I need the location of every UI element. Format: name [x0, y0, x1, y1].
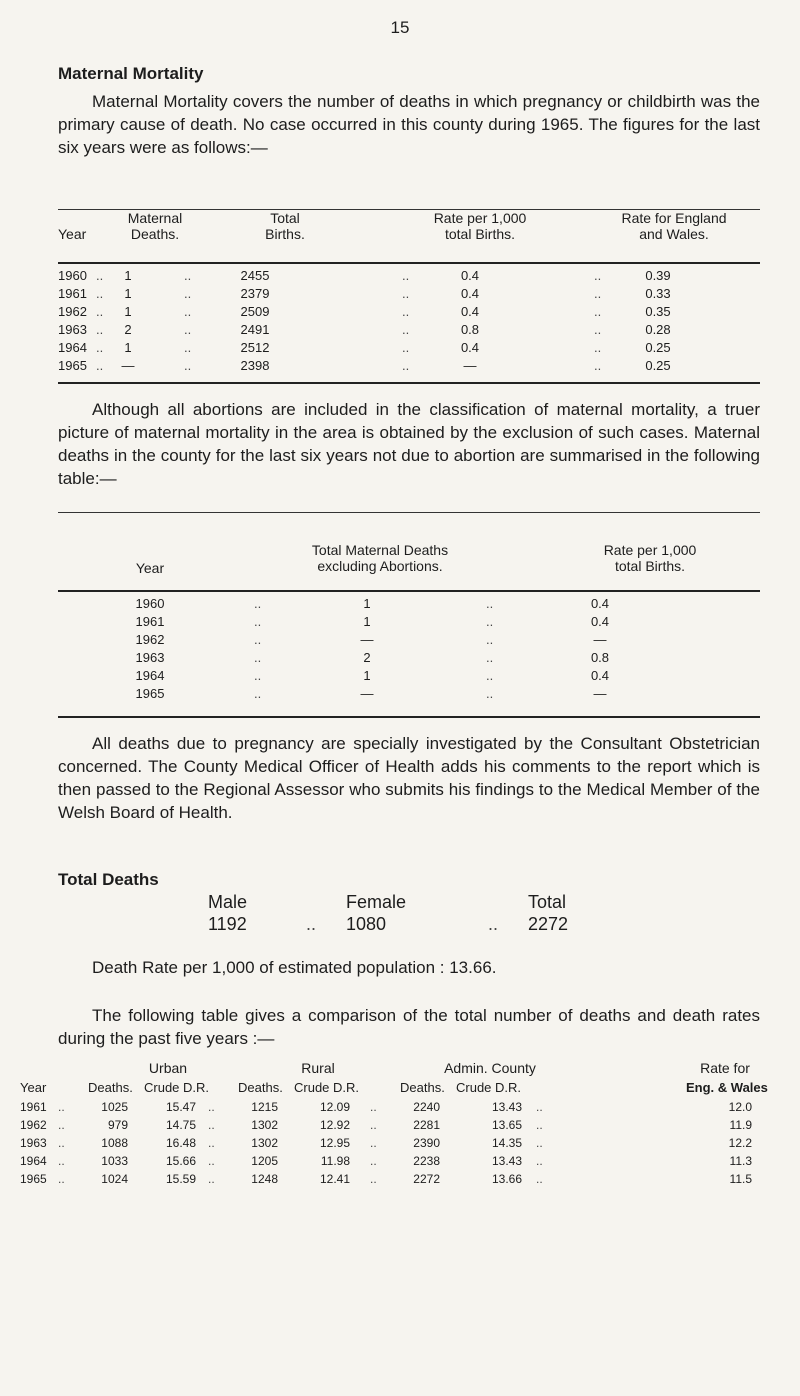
t3-cell-admin-rate: 13.43 — [491, 1100, 522, 1114]
t2-cell-rate: 0.4 — [590, 668, 610, 683]
t1-header-rate-ew-l2: and Wales. — [639, 226, 709, 242]
t3-cell-urban-deaths: 1024 — [101, 1172, 128, 1186]
t2-cell-year: 1961 — [135, 614, 165, 629]
t3-cell-admin-rate: 13.43 — [491, 1154, 522, 1168]
t1-cell-year: 1964 — [58, 340, 87, 355]
t3-cell-rural-deaths: 1205 — [251, 1154, 278, 1168]
t1-cell-rate: 0.4 — [460, 304, 480, 319]
t3-cell-admin-deaths: 2281 — [413, 1118, 440, 1132]
t1-cell-births: 2512 — [240, 340, 270, 355]
t1-cell-ew: 0.33 — [645, 286, 671, 301]
t2-header-total — [270, 542, 490, 574]
t2-header-rate — [560, 542, 740, 574]
t2-cell-rate: 0.4 — [590, 614, 610, 629]
t3-cell-urban-deaths: 979 — [107, 1118, 128, 1132]
t1-cell-deaths: 1 — [124, 268, 132, 283]
abortion-paragraph: Although all abortions are included in the classification of maternal mortality, a truer picture of maternal mortality in the area is obtained by the exclusion of such cases. Maternal deaths in the county for the last six years not due to abortion are summarised in the following table:— — [58, 400, 760, 488]
comparison-paragraph: The following table gives a comparison of the total number of deaths and death rates during the past five years :— — [58, 1006, 760, 1048]
value-total: 2272 — [528, 914, 569, 934]
t2-cell-deaths: 2 — [363, 650, 371, 665]
t1-cell-year: 1963 — [58, 322, 87, 337]
t2-header-year: Year — [135, 560, 165, 576]
t3-cell-eng: 11.5 — [729, 1172, 752, 1186]
value-female: 1080 — [346, 914, 387, 934]
t1-header-births-l2: Births. — [265, 226, 305, 242]
t3-cell-rural-rate: 12.41 — [319, 1172, 350, 1186]
t3-group-rate: Rate for — [700, 1060, 750, 1076]
total-deaths-heading: Total Deaths — [58, 870, 159, 889]
t3-cell-rural-rate: 12.95 — [319, 1136, 350, 1150]
t3-cell-admin-rate: 13.66 — [491, 1172, 522, 1186]
t3-cell-admin-deaths: 2238 — [413, 1154, 440, 1168]
t3-cell-rural-deaths: 1302 — [251, 1136, 278, 1150]
t1-cell-deaths: 2 — [124, 322, 132, 337]
death-rate-line: Death Rate per 1,000 of estimated population : 13.66. — [92, 958, 497, 977]
t3-cell-admin-rate: 14.35 — [491, 1136, 522, 1150]
t1-cell-rate: 0.4 — [460, 340, 480, 355]
page-number: 15 — [390, 18, 410, 37]
t3-cell-year: 1965 — [20, 1172, 47, 1186]
t1-cell-rate: 0.4 — [460, 268, 480, 283]
t2-cell-rate: 0.8 — [590, 650, 610, 665]
t1-cell-ew: 0.25 — [645, 358, 671, 373]
t3-cell-year: 1962 — [20, 1118, 47, 1132]
t3-sub-deaths-urban: Deaths. — [88, 1080, 133, 1095]
t1-cell-rate: 0.4 — [460, 286, 480, 301]
t1-header-deaths-l1: Maternal — [127, 210, 183, 226]
t1-cell-births: 2509 — [240, 304, 270, 319]
t1-cell-deaths: 1 — [124, 286, 132, 301]
t2-cell-deaths: 1 — [363, 614, 371, 629]
t1-header-rate-ew-l1: Rate for England — [621, 210, 727, 226]
t3-cell-rural-deaths: 1248 — [251, 1172, 278, 1186]
intro-paragraph: Maternal Mortality covers the number of deaths in which pregnancy or childbirth was the primary cause of death. No case occurred in this county during 1965. The figures for the last six years were as follows:— — [58, 92, 760, 157]
t1-cell-year: 1960 — [58, 268, 87, 283]
t3-cell-urban-deaths: 1025 — [101, 1100, 128, 1114]
t3-sub-crude-admin: Crude D.R. — [456, 1080, 522, 1095]
t3-cell-rural-deaths: 1302 — [251, 1118, 278, 1132]
t1-cell-ew: 0.35 — [645, 304, 671, 319]
t1-cell-births: 2398 — [240, 358, 270, 373]
t1-cell-deaths: 1 — [124, 304, 132, 319]
t3-cell-year: 1964 — [20, 1154, 47, 1168]
t3-sub-crude-urban: Crude D.R. — [144, 1080, 210, 1095]
t3-group-urban: Urban — [148, 1060, 188, 1076]
t2-cell-deaths: — — [360, 686, 374, 701]
t3-cell-urban-rate: 14.75 — [165, 1118, 196, 1132]
section-heading: Maternal Mortality — [58, 64, 204, 83]
t3-cell-year: 1963 — [20, 1136, 47, 1150]
t3-cell-urban-deaths: 1088 — [101, 1136, 128, 1150]
t2-cell-rate: — — [593, 632, 607, 647]
t1-header-deaths-l2: Deaths. — [130, 226, 180, 242]
t3-sub-eng: Eng. & Wales — [686, 1080, 768, 1095]
t3-cell-urban-rate: 15.47 — [165, 1100, 196, 1114]
t2-cell-year: 1964 — [135, 668, 165, 683]
t3-sub-deaths-rural: Deaths. — [238, 1080, 283, 1095]
t1-cell-year: 1962 — [58, 304, 87, 319]
t1-header-year: Year — [58, 226, 87, 242]
t3-cell-rural-rate: 11.98 — [320, 1154, 350, 1168]
t3-cell-eng: 11.3 — [729, 1154, 752, 1168]
t1-header-rate — [395, 210, 565, 242]
t3-cell-eng: 12.2 — [728, 1136, 752, 1150]
t1-header-deaths — [100, 210, 210, 242]
t1-header-births — [230, 210, 340, 242]
t3-cell-year: 1961 — [20, 1100, 47, 1114]
t1-header-rate-ew — [588, 210, 760, 242]
t3-cell-admin-deaths: 2240 — [413, 1100, 440, 1114]
t1-cell-ew: 0.28 — [645, 322, 671, 337]
t1-cell-ew: 0.25 — [645, 340, 671, 355]
t1-cell-rate: — — [463, 358, 477, 373]
value-male: 1192 — [208, 914, 247, 934]
t2-cell-year: 1962 — [135, 632, 165, 647]
t1-header-births-l1: Total — [270, 210, 300, 226]
t1-cell-deaths: 1 — [124, 340, 132, 355]
t3-cell-urban-rate: 15.59 — [165, 1172, 196, 1186]
t3-group-admin: Admin. County — [444, 1060, 536, 1076]
t1-cell-ew: 0.39 — [645, 268, 671, 283]
t2-cell-year: 1965 — [135, 686, 165, 701]
t3-cell-rural-rate: 12.09 — [319, 1100, 350, 1114]
t1-cell-year: 1965 — [58, 358, 87, 373]
t2-cell-rate: 0.4 — [590, 596, 610, 611]
t1-cell-deaths: — — [121, 358, 135, 373]
label-total: Total — [528, 892, 567, 912]
t2-cell-year: 1963 — [135, 650, 165, 665]
t1-header-rate-l2: total Births. — [444, 226, 516, 242]
t3-cell-eng: 12.0 — [728, 1100, 752, 1114]
t3-cell-rural-deaths: 1215 — [251, 1100, 278, 1114]
t2-cell-deaths: 1 — [363, 596, 371, 611]
t3-group-rural: Rural — [301, 1060, 335, 1076]
t3-cell-urban-deaths: 1033 — [101, 1154, 128, 1168]
t2-header-rate-l2: total Births. — [614, 558, 686, 574]
investigation-paragraph: All deaths due to pregnancy are specially investigated by the Consultant Obstetrician concerned. The County Medical Officer of Health adds his comments to the report which is then passed to the Regional Assessor who submits his findings to the Medical Member of the Welsh Board of Health. — [58, 734, 760, 822]
t3-cell-rural-rate: 12.92 — [319, 1118, 350, 1132]
t3-cell-eng: 11.9 — [729, 1118, 752, 1132]
t1-cell-births: 2379 — [240, 286, 270, 301]
t2-header-rate-l1: Rate per 1,000 — [603, 542, 697, 558]
t3-cell-admin-rate: 13.65 — [491, 1118, 522, 1132]
t1-header-rate-l1: Rate per 1,000 — [433, 210, 527, 226]
t3-cell-urban-rate: 16.48 — [165, 1136, 196, 1150]
t2-cell-deaths: 1 — [363, 668, 371, 683]
label-female: Female — [346, 892, 407, 912]
t3-sub-crude-rural: Crude D.R. — [294, 1080, 360, 1095]
t2-header-total-l1: Total Maternal Deaths — [311, 542, 449, 558]
t3-cell-admin-deaths: 2390 — [413, 1136, 440, 1150]
t3-cell-urban-rate: 15.66 — [165, 1154, 196, 1168]
t3-cell-admin-deaths: 2272 — [413, 1172, 440, 1186]
t2-cell-year: 1960 — [135, 596, 165, 611]
t2-cell-rate: — — [593, 686, 607, 701]
t3-sub-deaths-admin: Deaths. — [400, 1080, 445, 1095]
t1-cell-year: 1961 — [58, 286, 87, 301]
report-page: 15 Maternal Mortality Maternal Mortality covers the number of deaths in which pregnancy or childbirth was the primary cause of death. No case occurred in this county during 1965. The figures for the last six years were as follows:— Year Maternal Deaths. Total Births. Rate per 1,000 total Births. Rate for England and Wales. 1960 .. 1 .. 2455 .. 0.4 .. 0.39 1961 .. 1 .. 2379 .. 0.4 .. 0.33 1962 .. 1 .. 2509 .. 0.4 .. 0.35 1963 .. 2 .. 2491 .. 0.8 .. 0.28 1964 .. 1 .. 2512 .. 0.4 .. 0.25 1965 .. — .. 2398 .. — .. 0.25 Although all abortions are included in the classification of maternal mortality, a truer picture of maternal mortality in the area is obtained by the exclusion of such cases. Maternal deaths in the county for the last six years not due to abortion are summarised in the following table:— Year Total Maternal Deaths excluding Abortions. Rate per 1,000 total Births. 1960 .. 1 .. 0.4 1961 .. 1 .. 0.4 1962 .. — .. — 1963 .. 2 .. 0.8 1964 .. 1 .. 0.4 1965 .. — .. — All deaths due to pregnancy are specially investigated by the Consultant Obstetrician concerned. The County Medical Officer of Health adds his comments to the report which is then passed to the Regional Assessor who submits his findings to the Medical Member of the Welsh Board of Health. Total Deaths Male Female Total 1192 .. 1080 .. 2272 Death Rate per 1,000 of estimated population : 13.66. The following table gives a comparison of the total number of deaths and death rates during the past five years :— Urban Rural Admin. County Rate for Year Deaths. Crude D.R. Deaths. Crude D.R. Deaths. Crude D.R. Eng. & Wales 1961 .. 1025 15.47 .. 1215 12.09 .. 2240 13.43 .. 12.0 1962 .. 979 14.75 .. 1302 12.92 .. 2281 13.65 .. 11.9 1963 .. 1088 16.48 .. 1302 12.95 .. 2390 14.35 .. 12.2 1964 .. 1033 15.66 .. 1205 11.98 .. 2238 13.43 .. 11.3 1965 .. 1024 15.59 .. 1248 12.41 .. 2272 13.66 .. 11.5 — [0, 0, 800, 1396]
t1-cell-rate: 0.8 — [460, 322, 480, 337]
t1-cell-births: 2455 — [240, 268, 270, 283]
t2-cell-deaths: — — [360, 632, 374, 647]
t1-cell-births: 2491 — [240, 322, 270, 337]
t3-sub-year: Year — [20, 1080, 47, 1095]
t2-header-total-l2: excluding Abortions. — [317, 558, 443, 574]
label-male: Male — [208, 892, 248, 912]
